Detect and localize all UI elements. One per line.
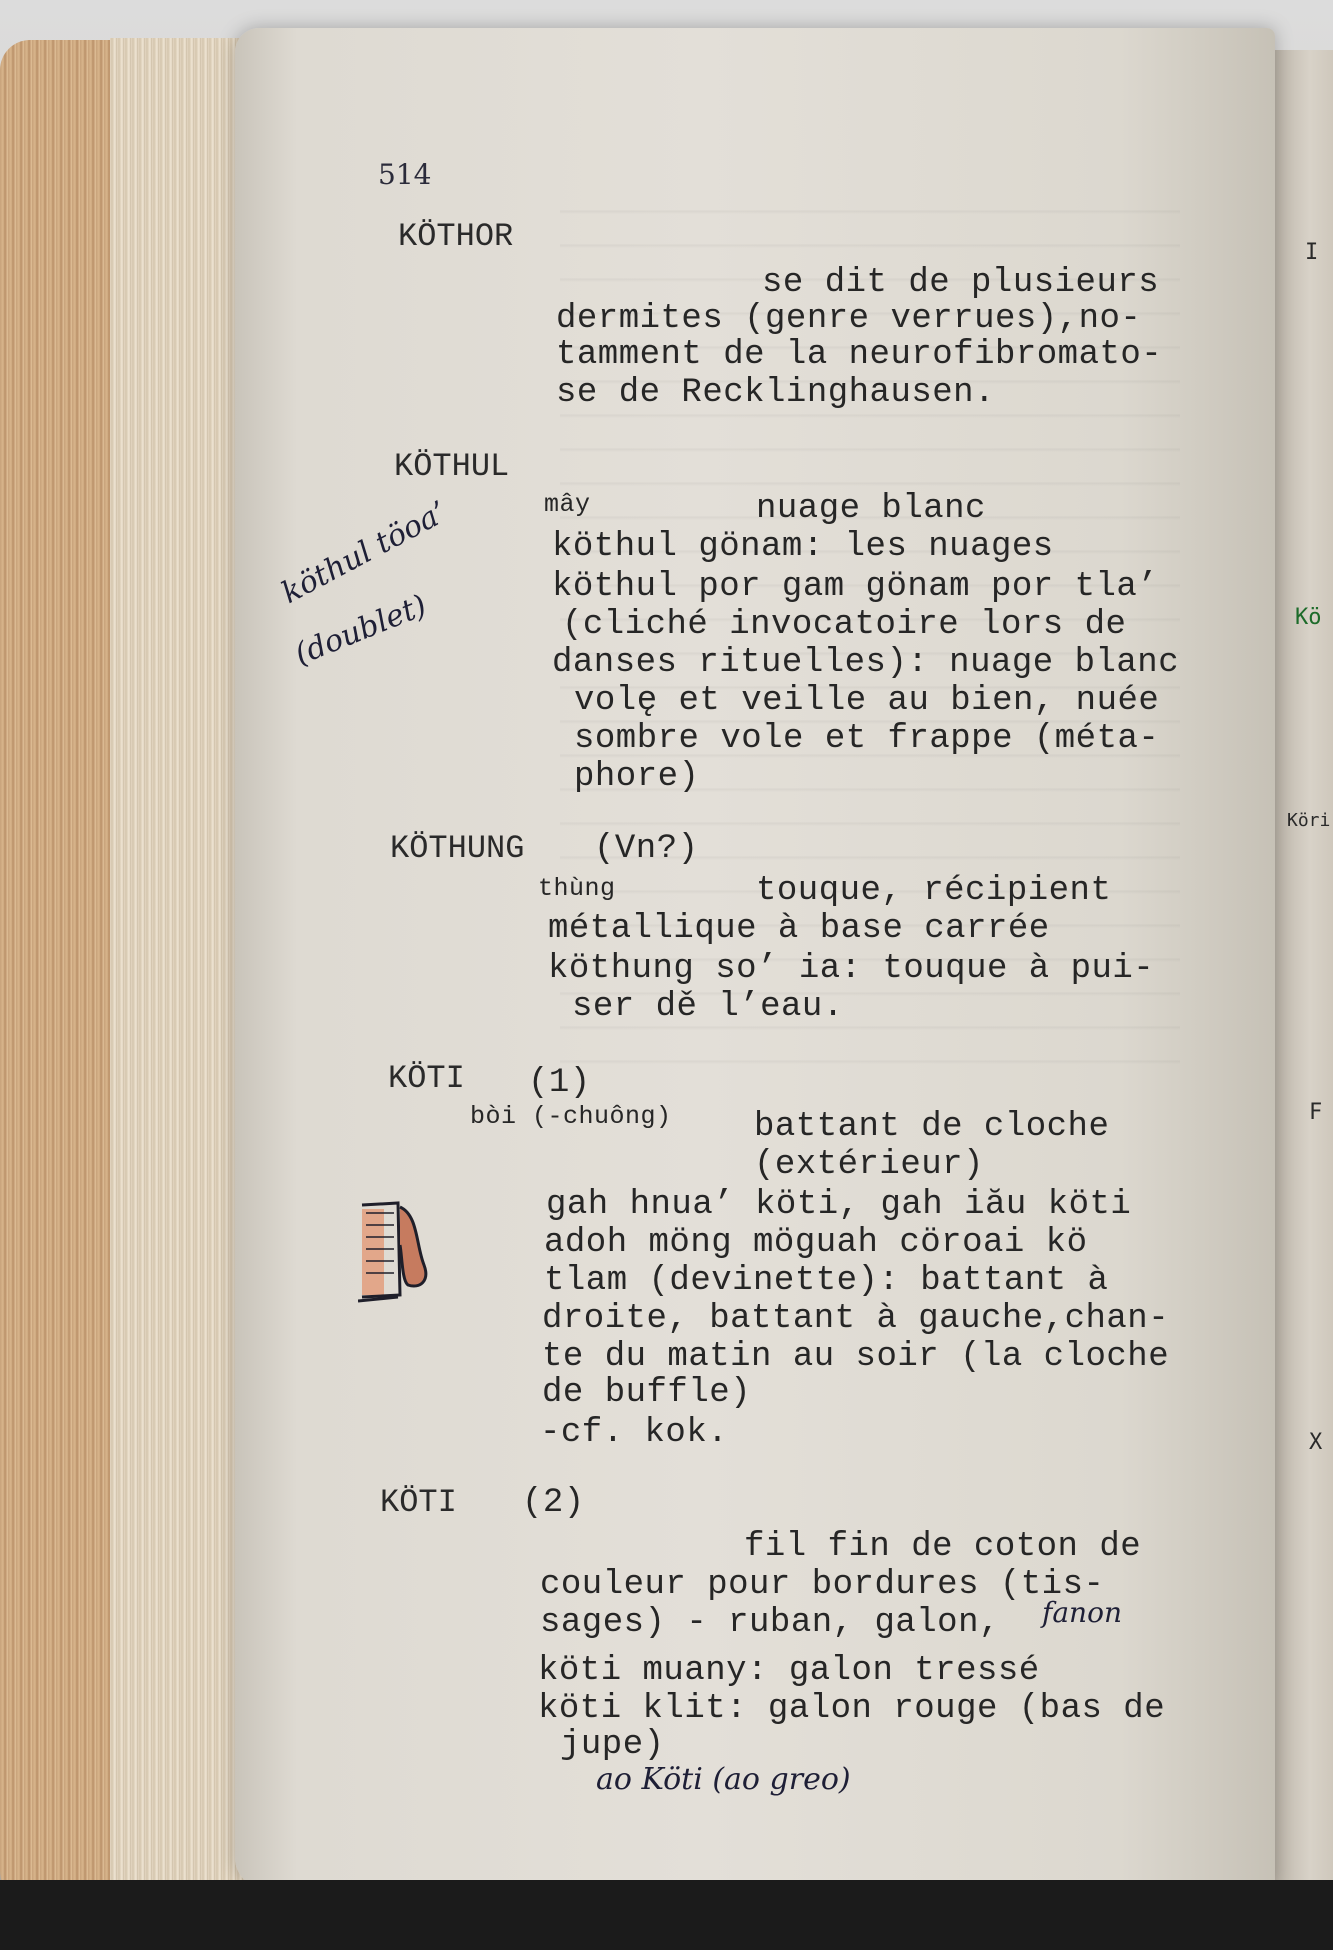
facing-page-edge — [1275, 50, 1333, 1880]
definition-line: danses rituelles): nuage blanc — [552, 644, 1180, 682]
definition-line: dermites (genre verrues),no- — [556, 300, 1142, 338]
definition-line: sages) - ruban, galon, — [540, 1604, 1000, 1642]
headword: KÖTHUNG — [390, 830, 525, 867]
facing-page-mark: X — [1309, 1430, 1323, 1455]
definition-line: -cf. kok. — [540, 1414, 729, 1452]
definition-line: de buffle) — [542, 1374, 752, 1412]
definition-line: tlam (devinette): battant à — [544, 1262, 1109, 1300]
definition-line: adoh möng möguah cöroai kö — [544, 1224, 1088, 1262]
facing-page-mark: I — [1305, 240, 1319, 265]
definition-line: sombre vole et frappe (méta- — [574, 720, 1160, 758]
facing-page-mark: Köri — [1287, 810, 1331, 831]
definition-line: köthul por gam gönam por tla’ — [552, 568, 1159, 606]
definition-line: jupe) — [560, 1726, 665, 1764]
photo-bottom-shadow — [0, 1880, 1333, 1950]
definition-line: se de Recklinghausen. — [556, 374, 995, 412]
definition-line: volę et veille au bien, nuée — [574, 682, 1160, 720]
headword: KÖTHOR — [398, 218, 514, 255]
headword-qualifier: (1) — [528, 1064, 591, 1102]
definition-line: se dit de plusieurs — [762, 264, 1160, 302]
definition-line: touque, récipient — [756, 872, 1112, 910]
vietnamese-equivalent: mây — [544, 490, 591, 519]
margin-annotation: köthul töoa’ — [276, 494, 453, 611]
headword: KÖTI — [388, 1060, 465, 1097]
page-number: 514 — [378, 158, 432, 191]
definition-line: fil fin de coton de — [744, 1528, 1142, 1566]
definition-line: gah hnua’ köti, gah iău köti — [546, 1186, 1132, 1224]
facing-page-mark: F — [1309, 1100, 1323, 1125]
definition-line: (extérieur) — [754, 1146, 984, 1184]
bell-clapper-sketch — [358, 1185, 438, 1315]
headword-qualifier: (2) — [522, 1484, 585, 1522]
definition-line: couleur pour bordures (tis- — [540, 1566, 1105, 1604]
definition-line: köti klit: galon rouge (bas de — [538, 1690, 1166, 1728]
definition-line: köthul gönam: les nuages — [552, 528, 1054, 566]
definition-line: köthung so’ ia: touque à pui- — [548, 950, 1155, 988]
definition-line: te du matin au soir (la cloche — [542, 1338, 1170, 1376]
facing-page-mark: Kö — [1295, 605, 1322, 630]
headword: KÖTI — [380, 1484, 457, 1521]
definition-line: köti muany: galon tressé — [538, 1652, 1040, 1690]
margin-annotation: (doublet) — [290, 588, 432, 673]
definition-line: ser dě l’eau. — [572, 988, 844, 1026]
definition-line: métallique à base carrée — [548, 910, 1050, 948]
handwritten-addition: ao Köti (ao greo) — [596, 1762, 851, 1797]
definition-line: nuage blanc — [756, 490, 986, 528]
definition-line: droite, battant à gauche,chan- — [542, 1300, 1170, 1338]
headword-qualifier: (Vn?) — [594, 830, 699, 868]
definition-line: (cliché invocatoire lors de — [562, 606, 1127, 644]
handwritten-addition: fanon — [1042, 1596, 1122, 1629]
headword: KÖTHUL — [394, 448, 510, 485]
vietnamese-equivalent: bòi (-chuông) — [470, 1102, 672, 1131]
definition-line: tamment de la neurofibromato- — [556, 336, 1163, 374]
vietnamese-equivalent: thùng — [538, 874, 616, 903]
definition-line: phore) — [574, 758, 700, 796]
definition-line: battant de cloche — [754, 1108, 1110, 1146]
